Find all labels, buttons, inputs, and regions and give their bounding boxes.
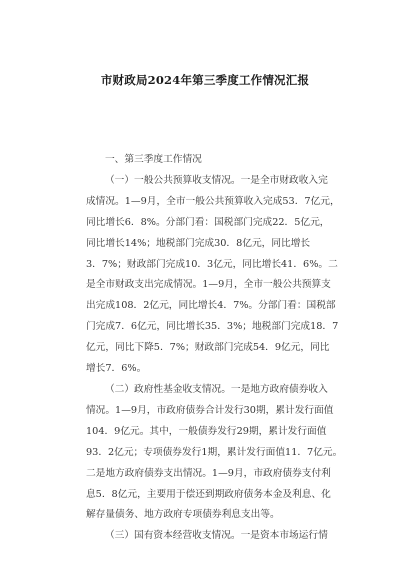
section-heading: 一、第三季度工作情况 [105, 154, 202, 165]
text-line: （三）国有资本经营收支情况。一是资本市场运行情 [105, 530, 328, 542]
text-line: 亿元，同比下降5．7%；财政部门完成54．9亿元，同比 [86, 342, 330, 354]
text-line: 同比增长6．8%。分部门看：国税部门完成22．5亿元， [86, 216, 330, 228]
paragraph-state-capital [86, 526, 348, 547]
text-line: （二）政府性基金收支情况。一是地方政府债券收入 [105, 383, 328, 395]
text-line: 104．9亿元。其中，一般债券发行29期，累计发行面值 [86, 425, 327, 437]
document-title: 市财政局2024年第三季度工作情况汇报 [100, 73, 310, 87]
text-line: 是全市财政支出完成情况。1—9月，全市一般公共预算支 [86, 279, 331, 291]
text-line: 情况。1—9月，市政府债券合计发行30期，累计发行面值 [86, 404, 334, 416]
text-line: 解存量债务、地方政府专项债券利息支出等。 [86, 509, 280, 521]
paragraph-general-budget [86, 171, 348, 380]
text-line: 息5．8亿元，主要用于偿还到期政府债务本金及利息、化 [86, 488, 331, 500]
paragraph-government-funds [86, 380, 348, 526]
text-line: （一）一般公共预算收支情况。一是全市财政收入完 [105, 174, 328, 186]
text-line: 93．2亿元；专项债券发行1期，累计发行面值11．7亿元。 [86, 446, 343, 458]
text-line: 二是地方政府债券支出情况。1—9月，市政府债券支付利 [86, 467, 331, 479]
text-line: 增长7．6%。 [86, 363, 147, 375]
text-line: 出完成108．2亿元，同比增长4．7%。分部门看：国税部 [86, 300, 336, 312]
text-line: 门完成7．6亿元，同比增长35．3%；地税部门完成18．7 [86, 321, 339, 333]
text-line: 3．7%；财政部门完成10．3亿元，同比增长41．6%。二 [86, 258, 338, 270]
text-line: 同比增长14%；地税部门完成30．8亿元，同比增长 [86, 237, 311, 249]
document-body [86, 150, 348, 547]
text-line: 成情况。1—9月，全市一般公共预算收入完成53．7亿元， [86, 195, 340, 207]
